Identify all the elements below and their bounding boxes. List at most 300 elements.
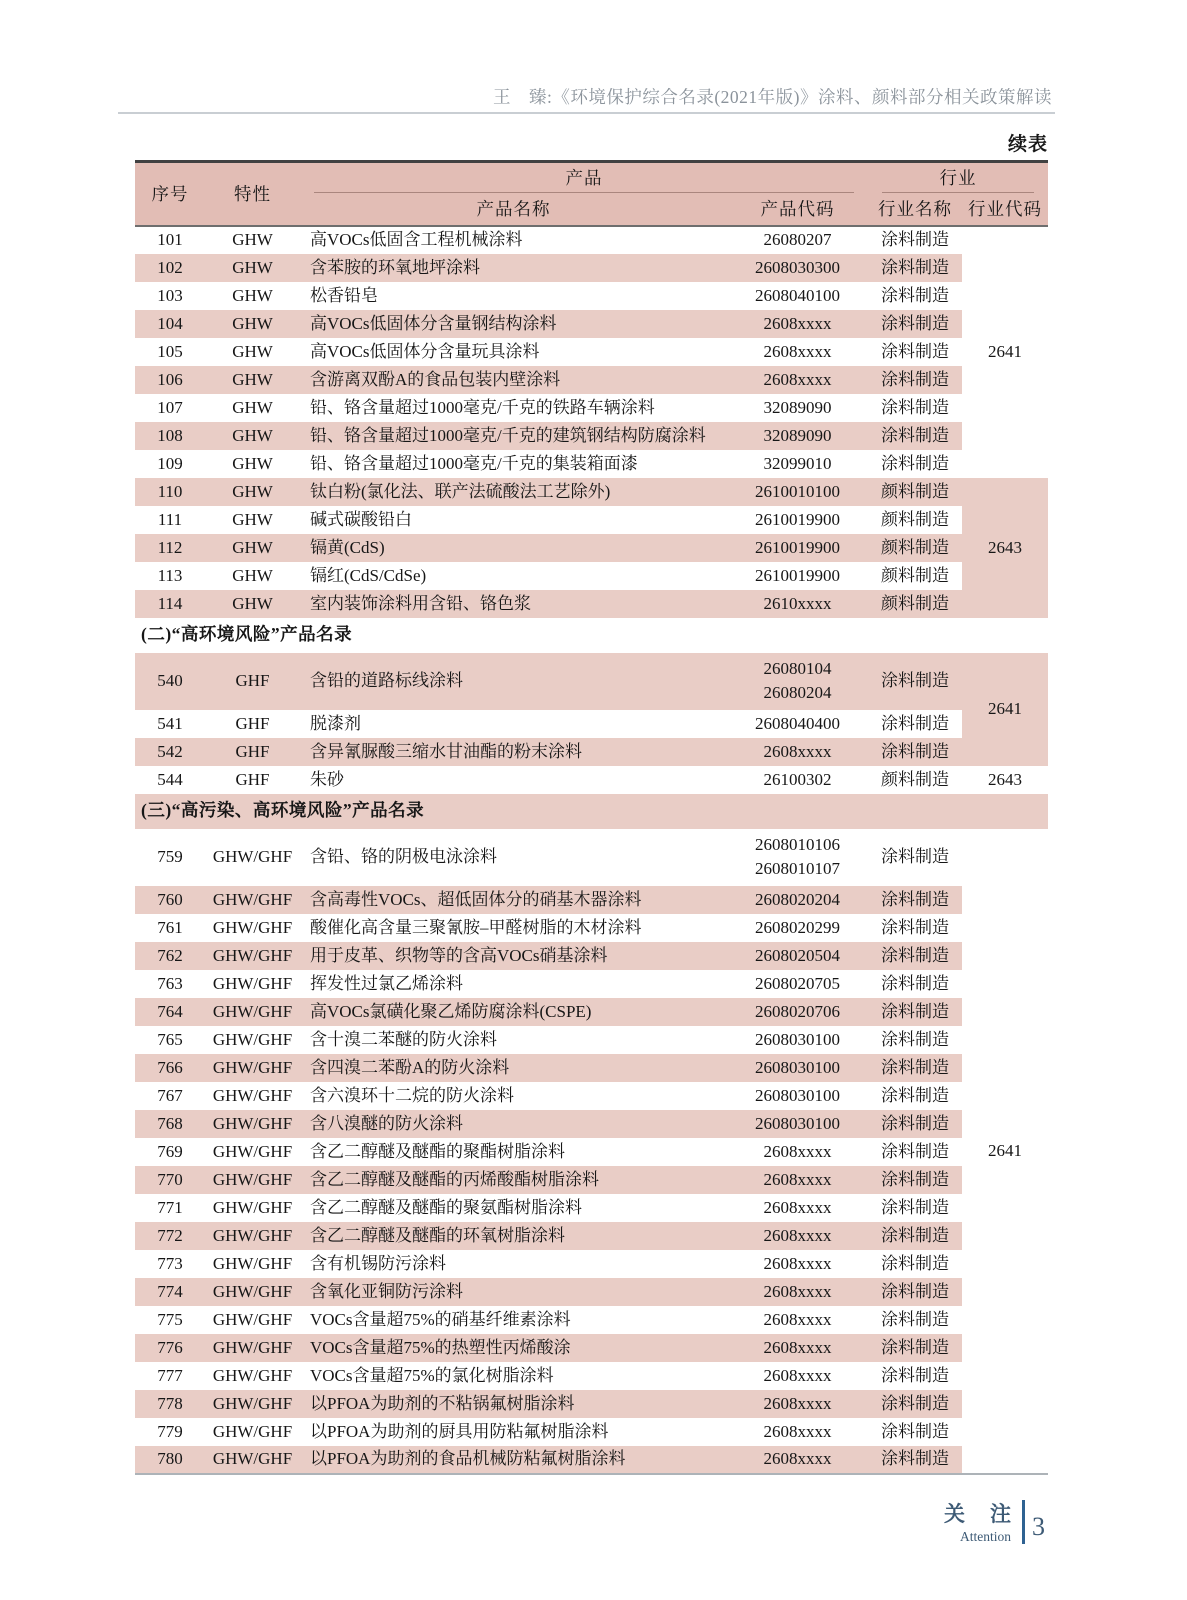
product-code-line: 2608030100 [755, 1113, 840, 1133]
product-code [727, 1026, 868, 1054]
product-name: 含乙二醇醚及醚酯的丙烯酸酯树脂涂料 [300, 1166, 727, 1194]
row-trait: GHW [205, 562, 300, 590]
row-number: 107 [135, 394, 205, 422]
row-trait: GHW/GHF [205, 1390, 300, 1418]
product-code [727, 829, 868, 886]
product-name: VOCs含量超75%的热塑性丙烯酸涂 [300, 1334, 727, 1362]
product-name: 高VOCs氯磺化聚乙烯防腐涂料(CSPE) [300, 998, 727, 1026]
product-code-line: 2608030300 [755, 257, 840, 277]
col-header-industry-name: 行业名称 [868, 193, 962, 226]
product-name: 镉黄(CdS) [300, 534, 727, 562]
page-number: 3 [1032, 1511, 1045, 1541]
product-name: 以PFOA为助剂的不粘锅氟树脂涂料 [300, 1390, 727, 1418]
row-number: 103 [135, 282, 205, 310]
product-name: 铅、铬含量超过1000毫克/千克的铁路车辆涂料 [300, 394, 727, 422]
product-code-line: 26080204 [763, 683, 832, 702]
industry-name: 涂料制造 [868, 1138, 962, 1166]
row-trait: GHW [205, 478, 300, 506]
row-trait: GHW/GHF [205, 1278, 300, 1306]
product-name: VOCs含量超75%的氯化树脂涂料 [300, 1362, 727, 1390]
product-code [727, 254, 868, 282]
product-name: 以PFOA为助剂的食品机械防粘氟树脂涂料 [300, 1446, 727, 1474]
section-title: (二)“高环境风险”产品名录 [135, 618, 1048, 653]
row-trait: GHW/GHF [205, 942, 300, 970]
table-row [135, 478, 1048, 506]
industry-name: 涂料制造 [868, 886, 962, 914]
product-code [727, 653, 868, 710]
page-footer [944, 1498, 1045, 1545]
industry-code-merged: 2641 [962, 829, 1048, 1474]
table-row [135, 942, 1048, 970]
product-code [727, 338, 868, 366]
row-number: 776 [135, 1334, 205, 1362]
industry-name: 涂料制造 [868, 1026, 962, 1054]
product-name: 含异氰脲酸三缩水甘油酯的粉末涂料 [300, 738, 727, 766]
product-code [727, 1446, 868, 1474]
product-code [727, 226, 868, 254]
product-name: 含氧化亚铜防污涂料 [300, 1278, 727, 1306]
product-name: 含乙二醇醚及醚酯的环氧树脂涂料 [300, 1222, 727, 1250]
table-row [135, 590, 1048, 618]
industry-name: 涂料制造 [868, 394, 962, 422]
product-name: 含十溴二苯醚的防火涂料 [300, 1026, 727, 1054]
table-row [135, 653, 1048, 710]
row-trait: GHW [205, 226, 300, 254]
industry-name: 颜料制造 [868, 506, 962, 534]
header-row-groups [135, 162, 1048, 193]
product-code-line: 32089090 [763, 397, 832, 417]
running-head-rule [118, 112, 1055, 114]
product-code [727, 1110, 868, 1138]
product-code [727, 1390, 868, 1418]
footer-label-en: Attention [960, 1529, 1011, 1544]
row-number: 544 [135, 766, 205, 794]
table-row [135, 1110, 1048, 1138]
row-trait: GHW [205, 590, 300, 618]
product-code-line: 2610019900 [755, 537, 840, 557]
product-code [727, 422, 868, 450]
row-number: 780 [135, 1446, 205, 1474]
product-code-line: 2608010106 [755, 835, 840, 854]
row-trait: GHW/GHF [205, 1250, 300, 1278]
industry-name: 涂料制造 [868, 1054, 962, 1082]
col-header-product-name: 产品名称 [300, 193, 727, 226]
table-row [135, 970, 1048, 998]
product-code-line: 2610xxxx [763, 593, 832, 613]
product-code-line: 2608xxxx [763, 1169, 832, 1189]
industry-name: 涂料制造 [868, 1446, 962, 1474]
industry-name: 颜料制造 [868, 478, 962, 506]
product-code-line: 2608xxxx [763, 313, 832, 333]
product-name: 含高毒性VOCs、超低固体分的硝基木器涂料 [300, 886, 727, 914]
industry-name: 涂料制造 [868, 1082, 962, 1110]
product-code [727, 1334, 868, 1362]
row-number: 105 [135, 338, 205, 366]
row-trait: GHW/GHF [205, 1222, 300, 1250]
row-trait: GHW/GHF [205, 970, 300, 998]
product-code [727, 310, 868, 338]
product-code-line: 2608xxxx [763, 1309, 832, 1329]
section-row [135, 618, 1048, 653]
industry-name: 涂料制造 [868, 1250, 962, 1278]
table-row [135, 766, 1048, 794]
table-row [135, 710, 1048, 738]
product-name: 含六溴环十二烷的防火涂料 [300, 1082, 727, 1110]
row-number: 771 [135, 1194, 205, 1222]
product-code-line: 2608xxxx [763, 1393, 832, 1413]
row-number: 765 [135, 1026, 205, 1054]
row-number: 768 [135, 1110, 205, 1138]
product-code-line: 2608xxxx [763, 1337, 832, 1357]
product-code [727, 366, 868, 394]
product-code [727, 1362, 868, 1390]
industry-name: 涂料制造 [868, 310, 962, 338]
row-trait: GHW/GHF [205, 1194, 300, 1222]
row-trait: GHF [205, 766, 300, 794]
industry-name: 涂料制造 [868, 829, 962, 886]
section-row [135, 794, 1048, 829]
industry-name: 涂料制造 [868, 710, 962, 738]
product-code-line: 32089090 [763, 425, 832, 445]
product-name: 含铅的道路标线涂料 [300, 653, 727, 710]
row-number: 102 [135, 254, 205, 282]
table-row [135, 1446, 1048, 1474]
product-code-line: 2608030100 [755, 1085, 840, 1105]
industry-name: 涂料制造 [868, 450, 962, 478]
row-trait: GHW/GHF [205, 1110, 300, 1138]
table-row [135, 1362, 1048, 1390]
product-code-line: 2608020504 [755, 945, 840, 965]
product-code-line: 2608020204 [755, 889, 840, 909]
product-code [727, 710, 868, 738]
row-trait: GHW/GHF [205, 1166, 300, 1194]
row-number: 779 [135, 1418, 205, 1446]
table-row [135, 738, 1048, 766]
product-name: 酸催化高含量三聚氰胺–甲醛树脂的木材涂料 [300, 914, 727, 942]
industry-code-merged: 2643 [962, 766, 1048, 794]
row-number: 111 [135, 506, 205, 534]
industry-name: 涂料制造 [868, 653, 962, 710]
product-name: 含有机锡防污涂料 [300, 1250, 727, 1278]
product-code [727, 1054, 868, 1082]
product-code [727, 534, 868, 562]
product-code-line: 2608xxxx [763, 1197, 832, 1217]
table-header [135, 162, 1048, 226]
product-code-line: 2608xxxx [763, 1225, 832, 1245]
industry-name: 涂料制造 [868, 970, 962, 998]
product-code [727, 282, 868, 310]
row-number: 778 [135, 1390, 205, 1418]
row-trait: GHW/GHF [205, 886, 300, 914]
product-name: 钛白粉(氯化法、联产法硫酸法工艺除外) [300, 478, 727, 506]
industry-name: 涂料制造 [868, 1418, 962, 1446]
table-row [135, 1222, 1048, 1250]
row-number: 759 [135, 829, 205, 886]
table-row [135, 226, 1048, 254]
col-header-no: 序号 [135, 162, 205, 226]
product-code-line: 32099010 [763, 453, 832, 473]
product-code-line: 2608xxxx [763, 1449, 832, 1468]
table-row [135, 422, 1048, 450]
row-number: 762 [135, 942, 205, 970]
product-code-line: 2608030100 [755, 1057, 840, 1077]
row-number: 760 [135, 886, 205, 914]
product-code [727, 886, 868, 914]
products-table [135, 160, 1048, 1475]
footer-label-cn: 关 注 [944, 1502, 1013, 1526]
product-code [727, 590, 868, 618]
product-code-line: 2608xxxx [763, 1281, 832, 1301]
product-code-line: 2608020705 [755, 973, 840, 993]
product-code [727, 1082, 868, 1110]
row-number: 774 [135, 1278, 205, 1306]
industry-name: 涂料制造 [868, 226, 962, 254]
product-code-line: 26080104 [763, 659, 832, 678]
col-header-trait: 特性 [205, 162, 300, 226]
row-trait: GHW [205, 534, 300, 562]
industry-name: 涂料制造 [868, 1390, 962, 1418]
product-name: 含四溴二苯酚A的防火涂料 [300, 1054, 727, 1082]
product-name: 挥发性过氯乙烯涂料 [300, 970, 727, 998]
product-code-line: 2608040400 [755, 713, 840, 733]
row-trait: GHW [205, 338, 300, 366]
product-code [727, 1306, 868, 1334]
row-number: 109 [135, 450, 205, 478]
product-name: 用于皮革、织物等的含高VOCs硝基涂料 [300, 942, 727, 970]
row-number: 772 [135, 1222, 205, 1250]
product-code [727, 394, 868, 422]
continued-table-label: 续表 [1007, 134, 1048, 155]
row-trait: GHF [205, 738, 300, 766]
row-number: 767 [135, 1082, 205, 1110]
product-name: 含苯胺的环氧地坪涂料 [300, 254, 727, 282]
table-row [135, 1026, 1048, 1054]
table-row [135, 914, 1048, 942]
table-row [135, 338, 1048, 366]
product-code-line: 2608xxxx [763, 1365, 832, 1385]
row-number: 542 [135, 738, 205, 766]
table-row [135, 998, 1048, 1026]
product-code-line: 2610019900 [755, 565, 840, 585]
industry-name: 涂料制造 [868, 738, 962, 766]
product-name: 含乙二醇醚及醚酯的聚氨酯树脂涂料 [300, 1194, 727, 1222]
industry-code-merged: 2641 [962, 226, 1048, 478]
table-row [135, 534, 1048, 562]
product-name: 朱砂 [300, 766, 727, 794]
running-head: 王 臻:《环境保护综合名录(2021年版)》涂料、颜料部分相关政策解读 [492, 87, 1052, 107]
industry-name: 涂料制造 [868, 1278, 962, 1306]
product-code [727, 478, 868, 506]
table-row [135, 1166, 1048, 1194]
table-body [135, 226, 1048, 1474]
industry-name: 涂料制造 [868, 1110, 962, 1138]
row-trait: GHW/GHF [205, 1362, 300, 1390]
row-trait: GHW/GHF [205, 914, 300, 942]
row-trait: GHW [205, 366, 300, 394]
row-number: 104 [135, 310, 205, 338]
table-row [135, 1334, 1048, 1362]
row-number: 761 [135, 914, 205, 942]
product-code-line: 2608xxxx [763, 341, 832, 361]
table-row [135, 562, 1048, 590]
table-row [135, 1418, 1048, 1446]
row-trait: GHW/GHF [205, 829, 300, 886]
table-row [135, 886, 1048, 914]
industry-code-merged: 2641 [962, 653, 1048, 766]
product-code-line: 26080207 [763, 230, 832, 249]
table-row [135, 254, 1048, 282]
col-header-product-code: 产品代码 [727, 193, 868, 226]
row-number: 106 [135, 366, 205, 394]
row-trait: GHW/GHF [205, 1446, 300, 1474]
product-name: 含游离双酚A的食品包装内壁涂料 [300, 366, 727, 394]
product-name: 铅、铬含量超过1000毫克/千克的集装箱面漆 [300, 450, 727, 478]
product-name: 含乙二醇醚及醚酯的聚酯树脂涂料 [300, 1138, 727, 1166]
row-trait: GHW [205, 282, 300, 310]
row-number: 540 [135, 653, 205, 710]
table-row [135, 1138, 1048, 1166]
product-name: 含八溴醚的防火涂料 [300, 1110, 727, 1138]
row-trait: GHW/GHF [205, 1418, 300, 1446]
industry-name: 涂料制造 [868, 338, 962, 366]
col-header-industry-code: 行业代码 [962, 193, 1048, 226]
row-number: 764 [135, 998, 205, 1026]
footer-label-block [944, 1498, 1013, 1545]
row-number: 541 [135, 710, 205, 738]
row-trait: GHW/GHF [205, 1334, 300, 1362]
table-row [135, 282, 1048, 310]
row-trait: GHW/GHF [205, 998, 300, 1026]
product-code [727, 998, 868, 1026]
row-number: 770 [135, 1166, 205, 1194]
industry-name: 颜料制造 [868, 534, 962, 562]
product-name: 脱漆剂 [300, 710, 727, 738]
table-row [135, 1278, 1048, 1306]
product-code-line: 2610019900 [755, 509, 840, 529]
product-code [727, 1166, 868, 1194]
row-trait: GHW/GHF [205, 1306, 300, 1334]
industry-name: 涂料制造 [868, 942, 962, 970]
row-trait: GHF [205, 710, 300, 738]
row-trait: GHW [205, 254, 300, 282]
row-trait: GHW/GHF [205, 1138, 300, 1166]
industry-name: 颜料制造 [868, 562, 962, 590]
industry-name: 涂料制造 [868, 282, 962, 310]
row-trait: GHW/GHF [205, 1026, 300, 1054]
table-row [135, 1306, 1048, 1334]
row-number: 110 [135, 478, 205, 506]
row-number: 114 [135, 590, 205, 618]
product-code [727, 766, 868, 794]
product-code-line: 2608xxxx [763, 369, 832, 389]
table-row [135, 310, 1048, 338]
product-code-line: 2610010100 [755, 481, 840, 501]
row-trait: GHW [205, 450, 300, 478]
product-name: 含铅、铬的阴极电泳涂料 [300, 829, 727, 886]
row-trait: GHF [205, 653, 300, 710]
row-trait: GHW [205, 394, 300, 422]
industry-name: 涂料制造 [868, 1166, 962, 1194]
row-number: 112 [135, 534, 205, 562]
product-code-line: 2608030100 [755, 1029, 840, 1049]
row-number: 763 [135, 970, 205, 998]
product-name: 以PFOA为助剂的厨具用防粘氟树脂涂料 [300, 1418, 727, 1446]
product-name: 高VOCs低固体分含量玩具涂料 [300, 338, 727, 366]
industry-name: 涂料制造 [868, 1306, 962, 1334]
row-number: 777 [135, 1362, 205, 1390]
industry-code-merged: 2643 [962, 478, 1048, 618]
product-code [727, 738, 868, 766]
product-name: VOCs含量超75%的硝基纤维素涂料 [300, 1306, 727, 1334]
row-number: 113 [135, 562, 205, 590]
table-row [135, 1054, 1048, 1082]
row-number: 766 [135, 1054, 205, 1082]
industry-name: 涂料制造 [868, 914, 962, 942]
industry-name: 涂料制造 [868, 1334, 962, 1362]
product-code [727, 1138, 868, 1166]
row-number: 773 [135, 1250, 205, 1278]
product-code [727, 1250, 868, 1278]
product-code [727, 942, 868, 970]
industry-name: 涂料制造 [868, 254, 962, 282]
table-row [135, 1194, 1048, 1222]
industry-name: 颜料制造 [868, 766, 962, 794]
industry-name: 涂料制造 [868, 1362, 962, 1390]
row-trait: GHW/GHF [205, 1082, 300, 1110]
product-name: 高VOCs低固体分含量钢结构涂料 [300, 310, 727, 338]
products-table-wrap [135, 160, 1048, 1475]
product-code-line: 2608010107 [755, 859, 840, 878]
row-trait: GHW [205, 506, 300, 534]
industry-name: 颜料制造 [868, 590, 962, 618]
product-code [727, 1418, 868, 1446]
product-code-line: 2608020706 [755, 1001, 840, 1021]
product-code-line: 2608xxxx [763, 1253, 832, 1273]
product-code [727, 562, 868, 590]
table-row [135, 366, 1048, 394]
table-row [135, 506, 1048, 534]
row-number: 108 [135, 422, 205, 450]
product-code [727, 1194, 868, 1222]
product-name: 碱式碳酸铅白 [300, 506, 727, 534]
row-number: 775 [135, 1306, 205, 1334]
table-row [135, 1390, 1048, 1418]
product-code [727, 450, 868, 478]
product-code [727, 1278, 868, 1306]
product-name: 铅、铬含量超过1000毫克/千克的建筑钢结构防腐涂料 [300, 422, 727, 450]
product-code [727, 506, 868, 534]
table-row [135, 829, 1048, 886]
product-name: 室内装饰涂料用含铅、铬色浆 [300, 590, 727, 618]
industry-name: 涂料制造 [868, 1222, 962, 1250]
product-name: 高VOCs低固含工程机械涂料 [300, 226, 727, 254]
product-code-line: 2608xxxx [763, 741, 832, 761]
industry-name: 涂料制造 [868, 422, 962, 450]
section-title: (三)“高污染、高环境风险”产品名录 [135, 794, 1048, 829]
row-trait: GHW [205, 422, 300, 450]
product-code [727, 914, 868, 942]
row-number: 769 [135, 1138, 205, 1166]
row-trait: GHW/GHF [205, 1054, 300, 1082]
industry-name: 涂料制造 [868, 366, 962, 394]
product-name: 松香铅皂 [300, 282, 727, 310]
col-header-product-group: 产品 [300, 162, 868, 193]
product-code-line: 26100302 [763, 769, 832, 789]
industry-name: 涂料制造 [868, 998, 962, 1026]
product-code-line: 2608xxxx [763, 1141, 832, 1161]
table-row [135, 450, 1048, 478]
industry-name: 涂料制造 [868, 1194, 962, 1222]
